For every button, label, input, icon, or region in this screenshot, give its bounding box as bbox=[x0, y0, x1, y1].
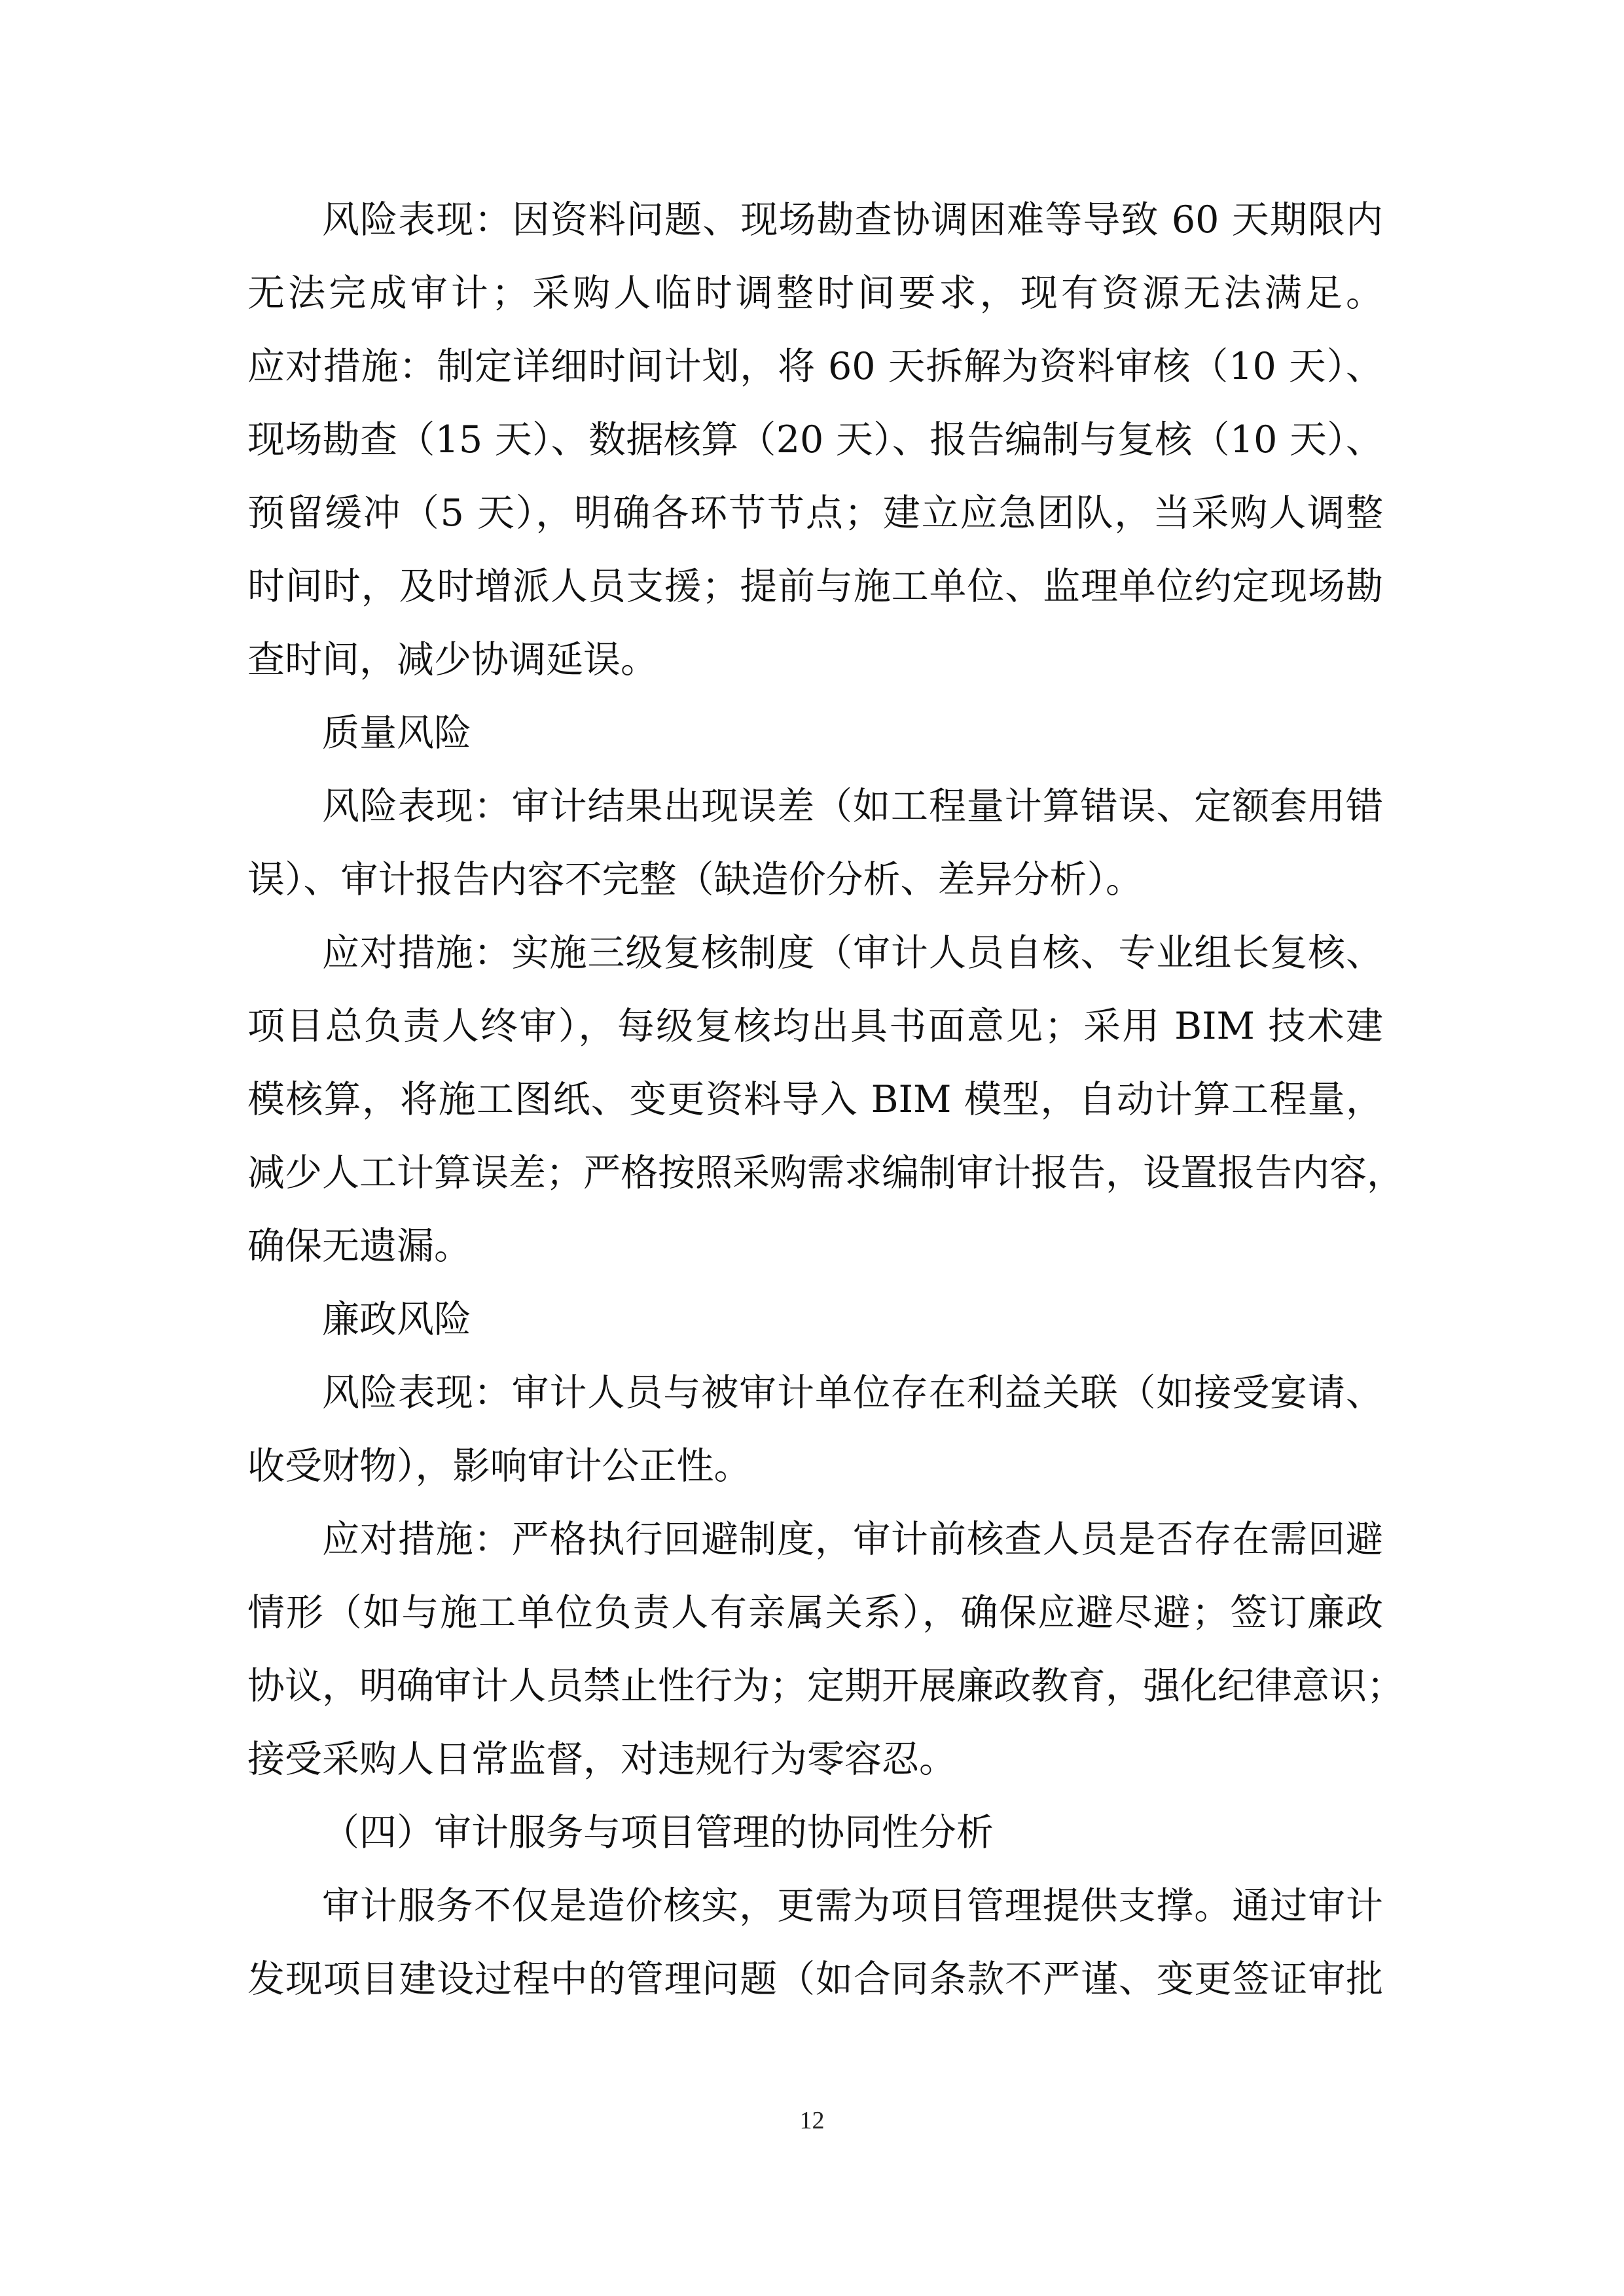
paragraph-line: 风险表现：审计结果出现误差（如工程量计算错误、定额套用错 bbox=[322, 785, 1383, 828]
paragraph-line: 收受财物），影响审计公正性。 bbox=[247, 1444, 751, 1488]
paragraph-line: 误）、审计报告内容不完整（缺造价分析、差异分析）。 bbox=[247, 858, 1143, 901]
paragraph-line: 模核算，将施工图纸、变更资料导入 BIM 模型，自动计算工程量， bbox=[247, 1078, 1383, 1121]
paragraph-line: 项目总负责人终审），每级复核均出具书面意见；采用 BIM 技术建 bbox=[247, 1005, 1383, 1048]
paragraph-line: 应对措施：制定详细时间计划，将 60 天拆解为资料审核（10 天）、 bbox=[247, 345, 1383, 388]
paragraph-line: 预留缓冲（5 天），明确各环节节点；建立应急团队，当采购人调整 bbox=[247, 492, 1383, 535]
paragraph-line: 查时间，减少协调延误。 bbox=[247, 638, 658, 681]
document-page bbox=[247, 0, 1404, 2296]
paragraph-line: 审计服务不仅是造价核实，更需为项目管理提供支撑。通过审计 bbox=[322, 1884, 1383, 1928]
paragraph-line: 风险表现：审计人员与被审计单位存在利益关联（如接受宴请、 bbox=[322, 1371, 1383, 1414]
paragraph-line: 确保无遗漏。 bbox=[247, 1225, 471, 1268]
paragraph-line: 时间时，及时增派人员支援；提前与施工单位、监理单位约定现场勘 bbox=[247, 565, 1383, 608]
section-heading: （四）审计服务与项目管理的协同性分析 bbox=[322, 1811, 994, 1854]
paragraph-line: 现场勘查（15 天）、数据核算（20 天）、报告编制与复核（10 天）、 bbox=[247, 418, 1383, 461]
section-heading: 质量风险 bbox=[322, 711, 471, 755]
paragraph-line: 应对措施：实施三级复核制度（审计人员自核、专业组长复核、 bbox=[322, 931, 1383, 975]
page-number: 12 bbox=[799, 2107, 825, 2134]
paragraph-line: 发现项目建设过程中的管理问题（如合同条款不严谨、变更签证审批 bbox=[247, 1958, 1383, 2001]
paragraph-line: 情形（如与施工单位负责人有亲属关系），确保应避尽避；签订廉政 bbox=[247, 1591, 1383, 1634]
paragraph-line: 减少人工计算误差；严格按照采购需求编制审计报告，设置报告内容， bbox=[247, 1151, 1404, 1194]
paragraph-line: 协议，明确审计人员禁止性行为；定期开展廉政教育，强化纪律意识； bbox=[247, 1664, 1404, 1708]
paragraph-line: 无法完成审计；采购人临时调整时间要求，现有资源无法满足。 bbox=[247, 272, 1383, 315]
section-heading: 廉政风险 bbox=[322, 1298, 471, 1341]
paragraph-line: 接受采购人日常监督，对违规行为零容忍。 bbox=[247, 1738, 956, 1781]
paragraph-line: 风险表现：因资料问题、现场勘查协调困难等导致 60 天期限内 bbox=[322, 198, 1383, 242]
paragraph-line: 应对措施：严格执行回避制度，审计前核查人员是否存在需回避 bbox=[322, 1518, 1383, 1561]
